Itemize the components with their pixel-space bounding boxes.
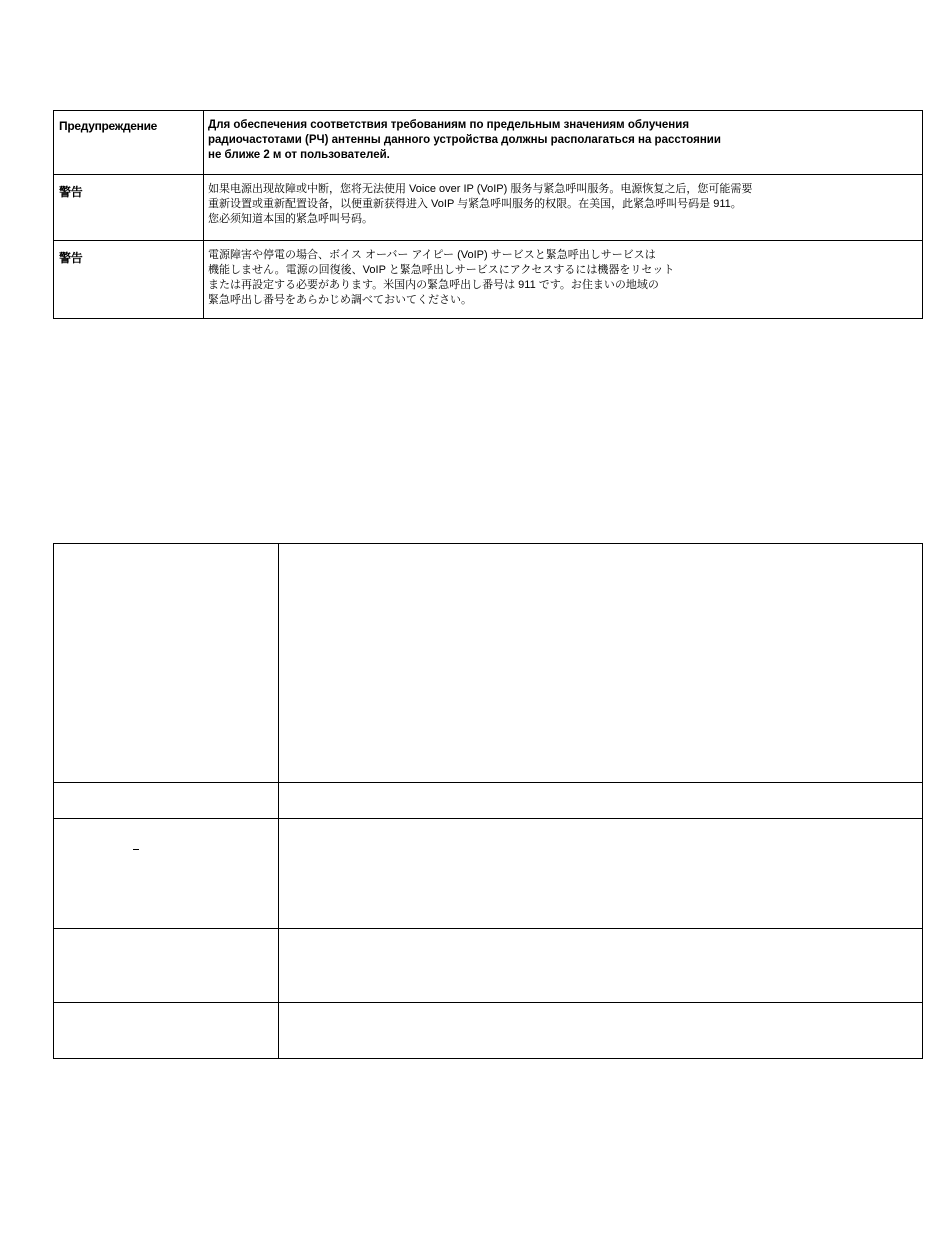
table-row bbox=[54, 111, 923, 175]
empty-cell bbox=[279, 819, 923, 929]
table-row bbox=[54, 241, 923, 319]
table-row bbox=[54, 175, 923, 241]
empty-cell bbox=[279, 1003, 923, 1059]
text-line: не ближе 2 м от пользователей. bbox=[208, 149, 390, 161]
warning-text-zh bbox=[204, 175, 923, 241]
warning-text-ja bbox=[204, 241, 923, 319]
empty-cell bbox=[54, 929, 279, 1003]
empty-cell bbox=[279, 783, 923, 819]
text-line: または再設定する必要があります。米国内の緊急呼出し番号は 911 です。お住まいの地域の bbox=[208, 279, 659, 291]
warning-label-ru: Предупреждение bbox=[54, 111, 204, 175]
text-line: Для обеспечения соответствия требованиям по предельным значениям облучения bbox=[208, 119, 690, 131]
empty-cell bbox=[54, 544, 279, 783]
table-row bbox=[54, 783, 923, 819]
empty-cell bbox=[279, 929, 923, 1003]
empty-table bbox=[53, 543, 923, 1059]
underline-mark bbox=[133, 841, 139, 850]
text-line: 您必须知道本国的紧急呼叫号码。 bbox=[208, 213, 373, 225]
empty-cell bbox=[54, 819, 279, 929]
warnings-table bbox=[53, 110, 923, 319]
table-row bbox=[54, 819, 923, 929]
text-line: 如果电源出现故障或中断，您将无法使用 Voice over IP (VoIP) 服务与紧急呼叫服务。电源恢复之后，您可能需要 bbox=[208, 183, 753, 195]
empty-cell bbox=[279, 544, 923, 783]
warning-label-ja: 警告 bbox=[54, 241, 204, 319]
text-line: радиочастотами (РЧ) антенны данного устройства должны располагаться на расстоянии bbox=[208, 134, 721, 146]
text-line: 重新设置或重新配置设备，以便重新获得进入 VoIP 与紧急呼叫服务的权限。在美国，此紧急呼叫号码是 911。 bbox=[208, 198, 742, 210]
empty-cell bbox=[54, 783, 279, 819]
table-row bbox=[54, 544, 923, 783]
table-row bbox=[54, 1003, 923, 1059]
text-line: 電源障害や停電の場合、ボイス オーバー アイピー (VoIP) サービスと緊急呼出しサービスは bbox=[208, 249, 656, 261]
text-line: 機能しません。電源の回復後、VoIP と緊急呼出しサービスにアクセスするには機器をリセット bbox=[208, 264, 675, 276]
warning-text-ru bbox=[204, 111, 923, 175]
table-row bbox=[54, 929, 923, 1003]
empty-cell bbox=[54, 1003, 279, 1059]
warning-label-zh: 警告 bbox=[54, 175, 204, 241]
text-line: 緊急呼出し番号をあらかじめ調べておいてください。 bbox=[208, 294, 472, 306]
